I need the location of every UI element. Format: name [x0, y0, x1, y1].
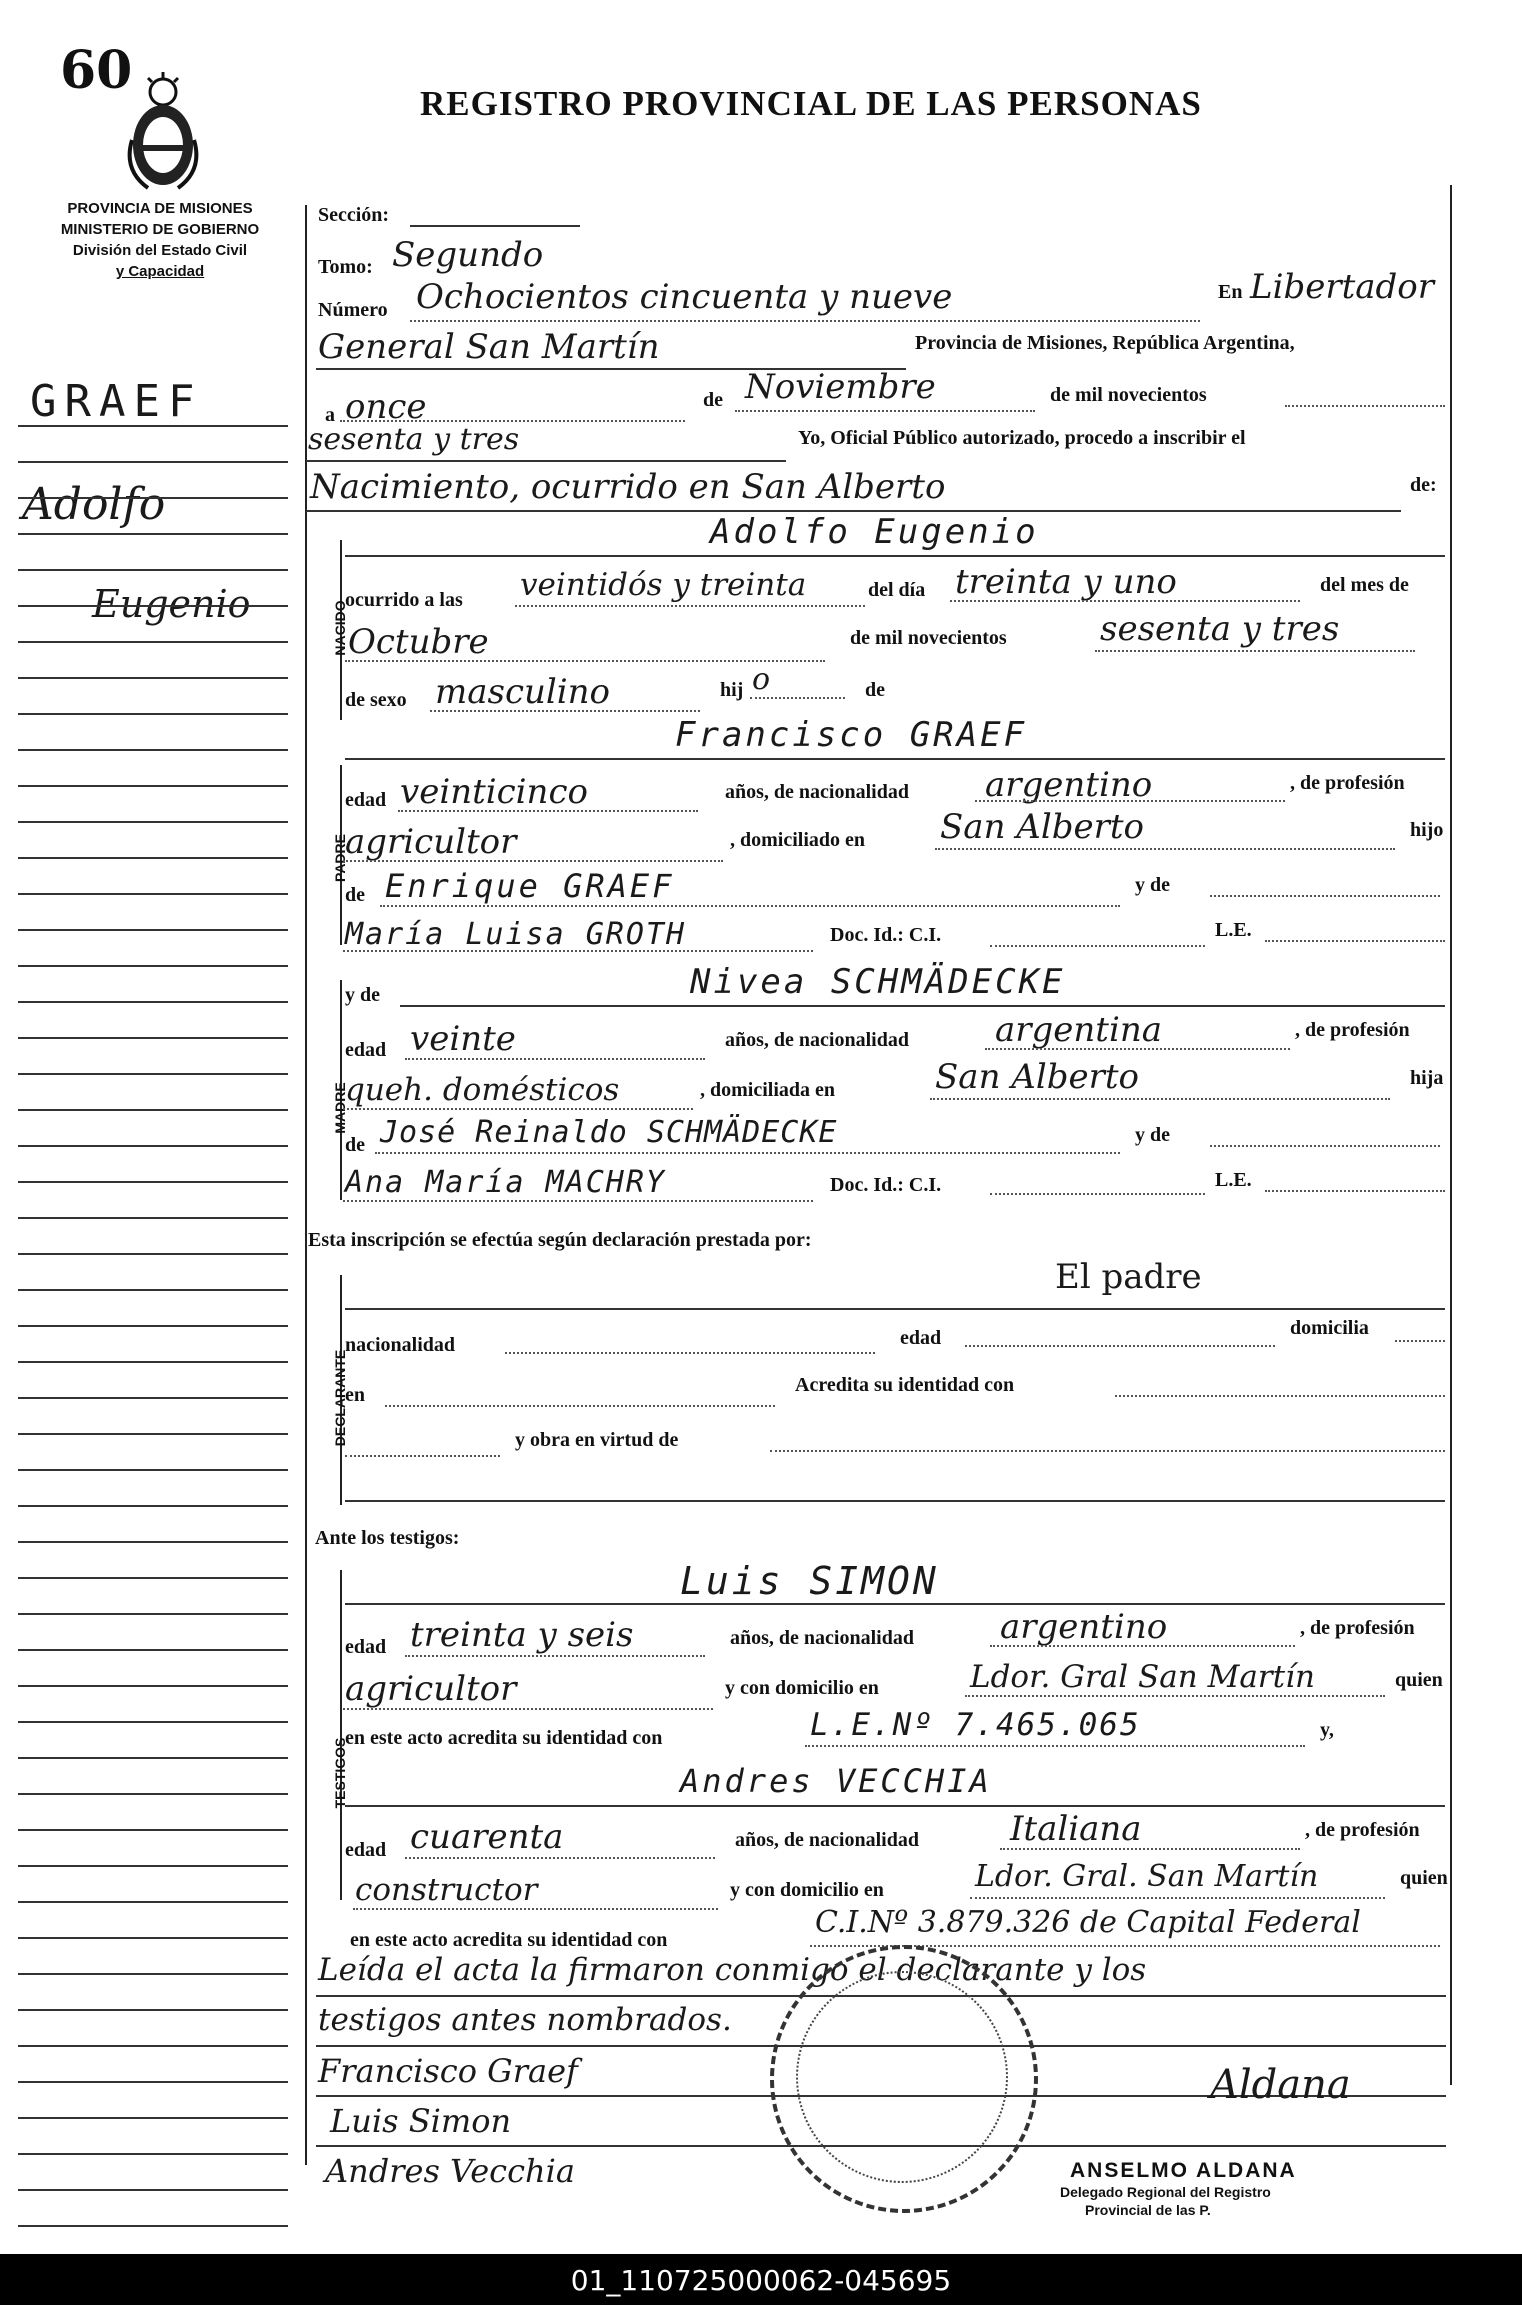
margin-rule: [18, 1613, 288, 1615]
signature-oficial: Aldana: [1210, 2062, 1351, 2108]
label-tomo: Tomo:: [318, 256, 373, 278]
testigo1-documento: L.E.Nº 7.465.065: [810, 1707, 1141, 1743]
margin-rule: [18, 785, 288, 787]
label-y-de-2: y de: [1135, 1124, 1170, 1146]
padre-profesion: agricultor: [345, 822, 517, 862]
margin-rule: [18, 1937, 288, 1939]
margin-rule: [18, 929, 288, 931]
label-ocurrido: ocurrido a las: [345, 589, 463, 611]
label-profesion-madre: , de profesión: [1295, 1019, 1410, 1041]
margin-rule: [18, 1541, 288, 1543]
label-de: de: [703, 389, 723, 411]
page-number: 60: [60, 40, 133, 101]
label-anios-nac-madre: años, de nacionalidad: [725, 1029, 909, 1051]
testigo1-profesion: agricultor: [345, 1669, 517, 1709]
label-de-sexo: de sexo: [345, 689, 407, 711]
padre-edad: veinticinco: [400, 772, 588, 812]
margin-rule: [18, 1505, 288, 1507]
label-domiciliado: , domiciliado en: [730, 829, 866, 851]
margin-rule: [18, 1217, 288, 1219]
numero-value: Ochocientos cincuenta y nueve: [416, 277, 953, 317]
hora-value: veintidós y treinta: [520, 567, 807, 603]
margin-first-name: Adolfo: [22, 479, 166, 530]
lectura-linea-2: testigos antes nombrados.: [318, 2002, 732, 2038]
label-y-de-madre: y de: [345, 984, 380, 1006]
hijo-suffix: o: [752, 662, 771, 697]
label-hija: hija: [1410, 1067, 1444, 1089]
margin-rule: [18, 533, 288, 535]
side-label-madre: MADRE: [332, 1082, 348, 1134]
label-edad-madre: edad: [345, 1039, 387, 1061]
margin-rule: [18, 2153, 288, 2155]
label-anios-nac-padre: años, de nacionalidad: [725, 781, 909, 803]
testigo1-nombre: Luis SIMON: [680, 1559, 939, 1603]
abuela-paterna: María Luisa GROTH: [345, 917, 687, 952]
label-con-domicilio-t2: y con domicilio en: [730, 1879, 884, 1901]
label-y-t1: y,: [1320, 1719, 1334, 1741]
margin-rule: [18, 1289, 288, 1291]
abuelo-paterno: Enrique GRAEF: [385, 867, 675, 905]
margin-rule: [18, 1037, 288, 1039]
label-hijo: hij: [720, 679, 744, 701]
margin-rule: [18, 821, 288, 823]
label-edad-padre: edad: [345, 789, 387, 811]
padre-nombre: Francisco GRAEF: [675, 715, 1028, 755]
label-le-padre: L.E.: [1215, 919, 1252, 941]
official-seal-stamp: [770, 1945, 1038, 2213]
margin-rule: [18, 1829, 288, 1831]
tomo-value: Segundo: [392, 235, 544, 275]
margin-rule: [18, 1109, 288, 1111]
margin-rule: [18, 1469, 288, 1471]
margin-rule: [18, 1685, 288, 1687]
org-line-2: MINISTERIO DE GOBIERNO: [60, 221, 260, 238]
label-anios-nac-t1: años, de nacionalidad: [730, 1627, 914, 1649]
margin-rule: [18, 1973, 288, 1975]
label-profesion-t1: , de profesión: [1300, 1617, 1415, 1639]
margin-rule: [18, 461, 288, 463]
margin-rule: [18, 893, 288, 895]
label-en-este-t2: en este acto acredita su identidad con: [350, 1929, 668, 1951]
label-de-mil-2: de mil novecientos: [850, 627, 1007, 649]
madre-nombre: Nivea SCHMÄDECKE: [690, 962, 1066, 1002]
label-seccion: Sección:: [318, 204, 390, 226]
nombre-nacido: Adolfo Eugenio: [710, 512, 1039, 552]
coat-of-arms-icon: [118, 70, 208, 195]
abuelo-materno: José Reinaldo SCHMÄDECKE: [380, 1115, 838, 1150]
label-en-este-t1: en este acto acredita su identidad con: [345, 1727, 663, 1749]
label-oficial: Yo, Oficial Público autorizado, procedo a inscribir el: [798, 427, 1246, 449]
margin-rule: [18, 2117, 288, 2119]
testigo1-edad: treinta y seis: [410, 1615, 634, 1655]
label-del-dia: del día: [868, 579, 926, 601]
margin-surname: GRAEF: [30, 376, 203, 427]
testigo2-nombre: Andres VECCHIA: [680, 1762, 992, 1800]
margin-rule: [18, 569, 288, 571]
footer-id: 01_110725000062-045695: [570, 2264, 952, 2297]
margin-rule: [18, 2045, 288, 2047]
testigo2-edad: cuarenta: [410, 1817, 564, 1857]
org-line-4: y Capacidad: [115, 263, 205, 280]
margin-rule: [18, 605, 288, 607]
acto-value: Nacimiento, ocurrido en San Alberto: [310, 467, 946, 507]
padre-domicilio: San Alberto: [940, 807, 1144, 847]
label-testigos: Ante los testigos:: [315, 1527, 460, 1549]
mes-nac-value: Octubre: [348, 622, 489, 662]
margin-rule: [18, 1253, 288, 1255]
label-hijo-2: hijo: [1410, 819, 1444, 841]
margin-rule: [18, 1721, 288, 1723]
madre-edad: veinte: [410, 1019, 516, 1059]
testigo2-nacionalidad: Italiana: [1010, 1809, 1142, 1849]
label-de-colon: de:: [1410, 474, 1437, 496]
dia-nac-value: treinta y uno: [955, 562, 1177, 602]
signature-francisco-graef: Francisco Graef: [318, 2052, 578, 2090]
label-anios-nac-t2: años, de nacionalidad: [735, 1829, 919, 1851]
side-label-nacido: NACIDO: [332, 600, 348, 656]
right-border: [1450, 185, 1452, 2085]
label-de-3: de: [345, 884, 365, 906]
margin-rule: [18, 1433, 288, 1435]
mes-value: Noviembre: [745, 367, 936, 407]
margin-rule: [18, 1757, 288, 1759]
label-acredita: Acredita su identidad con: [795, 1374, 1015, 1396]
margin-rule: [18, 749, 288, 751]
label-inscripcion: Esta inscripción se efectúa según declaración prestada por:: [308, 1229, 812, 1251]
label-edad-t1: edad: [345, 1636, 387, 1658]
sexo-value: masculino: [435, 672, 611, 712]
footer-bar: [0, 2254, 1522, 2305]
margin-rule: [18, 425, 288, 427]
margin-rule: [18, 497, 288, 499]
org-line-3: División del Estado Civil: [72, 242, 248, 259]
margin-rule: [18, 1001, 288, 1003]
label-domiciliada: , domiciliada en: [700, 1079, 836, 1101]
label-le-madre: L.E.: [1215, 1169, 1252, 1191]
lectura-linea-1: Leída el acta la firmaron conmigo el declarante y los: [318, 1952, 1147, 1988]
label-edad-declarante: edad: [900, 1327, 942, 1349]
label-de-mil: de mil novecientos: [1050, 384, 1207, 406]
madre-nacionalidad: argentina: [995, 1010, 1163, 1050]
en-value: Libertador: [1250, 267, 1435, 307]
label-quien-t1: quien: [1395, 1669, 1443, 1691]
label-doc-id-padre: Doc. Id.: C.I.: [830, 924, 942, 946]
label-de-2: de: [865, 679, 885, 701]
issuing-organization: [20, 198, 300, 282]
testigo1-nacionalidad: argentino: [1000, 1607, 1168, 1647]
margin-rule: [18, 2009, 288, 2011]
side-label-testigos: TESTIGOS: [332, 1737, 348, 1809]
padre-nacionalidad: argentino: [985, 765, 1153, 805]
margin-rule: [18, 677, 288, 679]
org-line-1: PROVINCIA DE MISIONES: [67, 200, 253, 217]
signer-role-2: Provincial de las P.: [1085, 2202, 1211, 2218]
testigo2-documento: C.I.Nº 3.879.326 de Capital Federal: [815, 1905, 1361, 1940]
margin-second-name: Eugenio: [92, 582, 251, 626]
signer-role-1: Delegado Regional del Registro: [1060, 2184, 1271, 2200]
madre-domicilio: San Alberto: [935, 1057, 1139, 1097]
signature-luis-simon: Luis Simon: [330, 2102, 512, 2140]
label-a: a: [325, 404, 335, 426]
label-de-4: de: [345, 1134, 365, 1156]
testigo1-domicilio: Ldor. Gral San Martín: [970, 1659, 1315, 1695]
margin-rule: [18, 857, 288, 859]
lugar-value: General San Martín: [318, 327, 660, 367]
anio-nac-value: sesenta y tres: [1100, 609, 1340, 649]
declarante-value: El padre: [1055, 1257, 1202, 1297]
abuela-materna: Ana María MACHRY: [345, 1165, 666, 1200]
margin-rule: [18, 2189, 288, 2191]
label-quien-t2: quien: [1400, 1867, 1448, 1889]
margin-rule: [18, 1793, 288, 1795]
label-profesion-t2: , de profesión: [1305, 1819, 1420, 1841]
label-en-declarante: en: [345, 1384, 365, 1406]
margin-rule: [18, 1649, 288, 1651]
madre-profesion: queh. domésticos: [345, 1072, 620, 1108]
margin-rule: [18, 713, 288, 715]
margin-rule: [18, 1145, 288, 1147]
label-provincia: Provincia de Misiones, República Argentina,: [915, 332, 1295, 354]
label-numero: Número: [318, 299, 388, 321]
label-del-mes: del mes de: [1320, 574, 1409, 596]
margin-rule: [18, 2081, 288, 2083]
margin-rule: [18, 1073, 288, 1075]
margin-rule: [18, 1901, 288, 1903]
label-en: En: [1218, 281, 1243, 303]
signer-name: ANSELMO ALDANA: [1070, 2159, 1297, 2182]
margin-rule: [18, 2225, 288, 2227]
margin-rule: [18, 1577, 288, 1579]
label-y-de: y de: [1135, 874, 1170, 896]
margin-rule: [18, 1397, 288, 1399]
dia-value: once: [345, 387, 427, 427]
margin-rule: [18, 641, 288, 643]
signature-andres-vecchia: Andres Vecchia: [325, 2152, 575, 2190]
margin-rule: [18, 1361, 288, 1363]
margin-rule: [18, 1325, 288, 1327]
margin-rule: [18, 1181, 288, 1183]
label-con-domicilio-t1: y con domicilio en: [725, 1677, 879, 1699]
left-border: [305, 205, 307, 2165]
label-obra: y obra en virtud de: [515, 1429, 679, 1451]
margin-rule: [18, 1865, 288, 1867]
label-nacionalidad: nacionalidad: [345, 1334, 456, 1356]
label-profesion-padre: , de profesión: [1290, 772, 1405, 794]
label-doc-id-madre: Doc. Id.: C.I.: [830, 1174, 942, 1196]
testigo2-domicilio: Ldor. Gral. San Martín: [975, 1859, 1319, 1894]
label-domicilio-declarante: domicilia: [1290, 1317, 1369, 1339]
testigo2-profesion: constructor: [355, 1872, 538, 1908]
anio-value: sesenta y tres: [308, 422, 520, 457]
label-edad-t2: edad: [345, 1839, 387, 1861]
margin-rule: [18, 965, 288, 967]
document-title: REGISTRO PROVINCIAL DE LAS PERSONAS: [420, 84, 1202, 123]
side-label-declarante: DECLARANTE: [332, 1349, 348, 1447]
side-label-padre: PADRE: [332, 834, 348, 882]
